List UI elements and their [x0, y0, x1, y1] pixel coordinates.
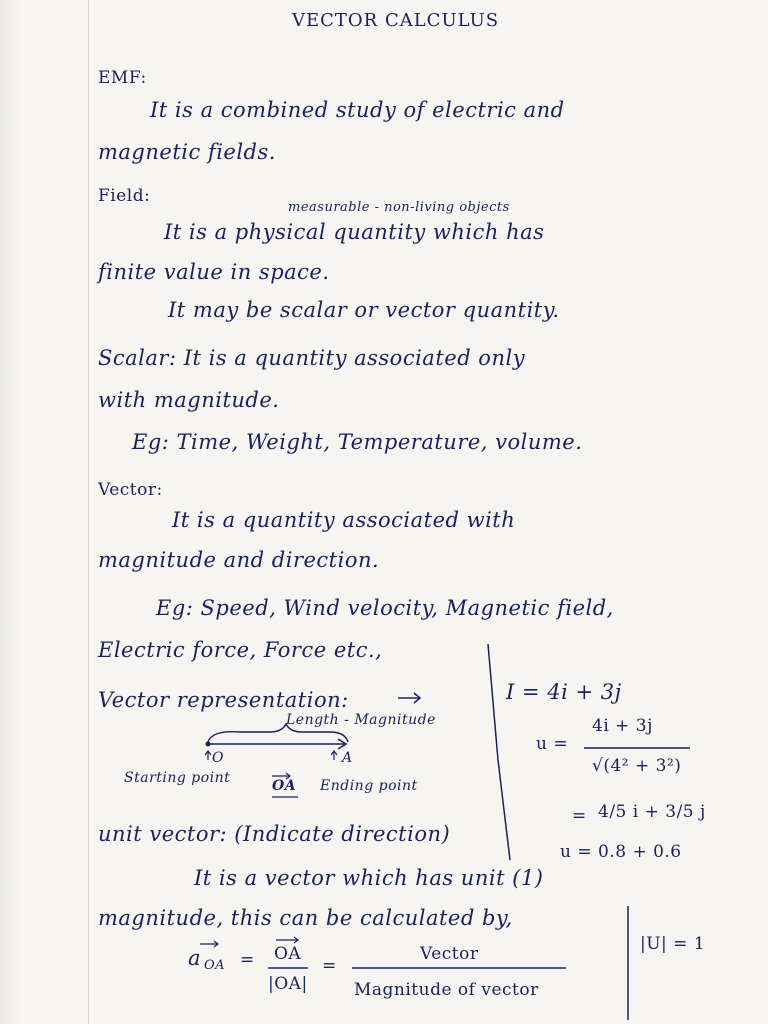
- point-o-label: O: [212, 750, 224, 766]
- formula-frac1-numerator: OA: [274, 944, 302, 964]
- field-annotation: measurable - non-living objects: [288, 200, 510, 215]
- vector-example-1: Eg: Speed, Wind velocity, Magnetic field,: [156, 596, 614, 620]
- side-calc-line-3: 4/5 i + 3/5 j: [598, 802, 706, 822]
- side-calc-line-4: u = 0.8 + 0.6: [560, 842, 682, 862]
- scalar-line-1: Scalar: It is a quantity associated only: [98, 346, 526, 370]
- scalar-example: Eg: Time, Weight, Temperature, volume.: [132, 430, 583, 454]
- representation-heading: Vector representation:: [98, 688, 349, 712]
- vector-heading: Vector:: [98, 480, 163, 500]
- side-calc-u-numerator: 4i + 3j: [592, 716, 653, 736]
- side-calc-u-denominator: √(4² + 3²): [592, 756, 682, 776]
- point-a-label: A: [342, 750, 353, 766]
- side-calc-line-1: I = 4i + 3j: [506, 680, 622, 704]
- starting-point-label: Starting point: [124, 770, 231, 786]
- vector-example-2: Electric force, Force etc.,: [98, 638, 383, 662]
- formula-frac1-denominator: |OA|: [268, 974, 308, 994]
- field-line-1: It is a physical quantity which has: [164, 220, 545, 244]
- side-calc-line-5: |U| = 1: [640, 934, 706, 954]
- side-calc-equals: =: [572, 806, 587, 826]
- side-calc-u-label: u =: [536, 734, 569, 754]
- unit-vector-symbol: a: [188, 946, 202, 970]
- scalar-line-2: with magnitude.: [98, 388, 280, 412]
- length-label: Length - Magnitude: [286, 712, 436, 728]
- vector-line-1: It is a quantity associated with: [172, 508, 516, 532]
- equals-sign-1: =: [240, 950, 255, 970]
- unit-vector-line-2: magnitude, this can be calculated by,: [98, 906, 513, 930]
- emf-heading: EMF:: [98, 68, 147, 88]
- page-title: VECTOR CALCULUS: [292, 10, 500, 31]
- field-line-2: finite value in space.: [98, 260, 330, 284]
- formula-frac2-denominator: Magnitude of vector: [354, 980, 539, 1000]
- vector-line-2: magnitude and direction.: [98, 548, 380, 572]
- emf-line-2: magnetic fields.: [98, 140, 276, 164]
- ending-point-label: Ending point: [320, 778, 418, 794]
- equals-sign-2: =: [322, 956, 337, 976]
- unit-vector-subscript: OA: [204, 958, 226, 973]
- field-heading: Field:: [98, 186, 151, 206]
- unit-vector-heading: unit vector: (Indicate direction): [98, 822, 451, 846]
- vector-oa-label: OA: [272, 778, 297, 794]
- formula-frac2-numerator: Vector: [420, 944, 479, 964]
- unit-vector-line-1: It is a vector which has unit (1): [194, 866, 544, 890]
- field-line-3: It may be scalar or vector quantity.: [168, 298, 560, 322]
- emf-line-1: It is a combined study of electric and: [150, 98, 565, 122]
